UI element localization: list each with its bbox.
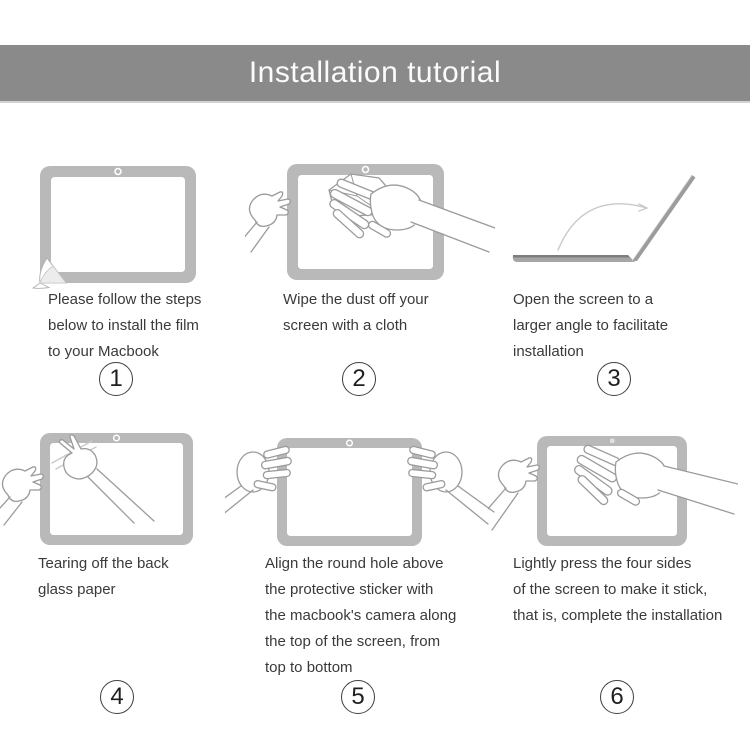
step2-illustration	[245, 156, 495, 290]
caption-line: Wipe the dust off your	[283, 291, 429, 308]
step3-illustration	[495, 158, 725, 280]
step1-illustration	[30, 160, 205, 290]
step4-number-badge	[100, 680, 134, 714]
caption-line: Open the screen to a	[513, 291, 654, 308]
caption-line: top to bottom	[265, 659, 353, 676]
step1-caption	[48, 287, 201, 365]
step-number-text: 2	[352, 365, 366, 392]
step3-number-badge	[597, 362, 631, 396]
caption-line: of the screen to make it stick,	[513, 581, 708, 598]
caption-line: the top of the screen, from	[265, 633, 441, 650]
step-number-text: 6	[610, 683, 624, 710]
step6-caption	[513, 551, 722, 629]
step5-number-badge	[341, 680, 375, 714]
step1-number-badge	[99, 362, 133, 396]
caption-line: the macbook's camera along	[265, 607, 457, 624]
step5-caption	[265, 551, 456, 681]
step5-illustration	[225, 428, 495, 550]
macbook-screen-icon	[40, 166, 196, 283]
step2-caption	[283, 287, 429, 339]
step-number-text: 4	[110, 683, 124, 710]
caption-line: Tearing off the back	[38, 555, 169, 572]
step3-caption	[513, 287, 668, 365]
step6-illustration	[488, 428, 738, 550]
caption-line: Lightly press the four sides	[513, 555, 692, 572]
step-number-text: 5	[351, 683, 365, 710]
caption-line: Align the round hole above	[265, 555, 444, 572]
pinching-hand-icon	[245, 192, 290, 252]
step2-number-badge	[342, 362, 376, 396]
pinching-hand-icon	[488, 458, 539, 530]
caption-line: to your Macbook	[48, 343, 159, 360]
caption-line: installation	[513, 343, 584, 360]
caption-line: the protective sticker with	[265, 581, 434, 598]
pinching-hand-icon	[0, 467, 43, 525]
header-banner	[0, 45, 750, 103]
macbook-screen-icon	[277, 438, 422, 546]
step-number-text: 3	[607, 365, 621, 392]
step-number-text: 1	[109, 365, 123, 392]
page-title: Installation tutorial	[248, 56, 502, 89]
caption-line: screen with a cloth	[283, 317, 408, 334]
caption-line: that is, complete the installation	[513, 607, 723, 624]
laptop-side-view-icon	[513, 175, 696, 262]
open-direction-arrow-icon	[558, 204, 647, 250]
caption-line: larger angle to facilitate	[513, 317, 669, 334]
macbook-screen-icon	[40, 433, 193, 545]
caption-line: below to install the film	[48, 317, 199, 334]
step4-illustration	[0, 425, 245, 553]
camera-dot-icon	[610, 439, 615, 444]
caption-line: Please follow the steps	[48, 291, 202, 308]
step6-number-badge	[600, 680, 634, 714]
caption-line: glass paper	[38, 581, 116, 598]
step4-caption	[38, 551, 169, 603]
